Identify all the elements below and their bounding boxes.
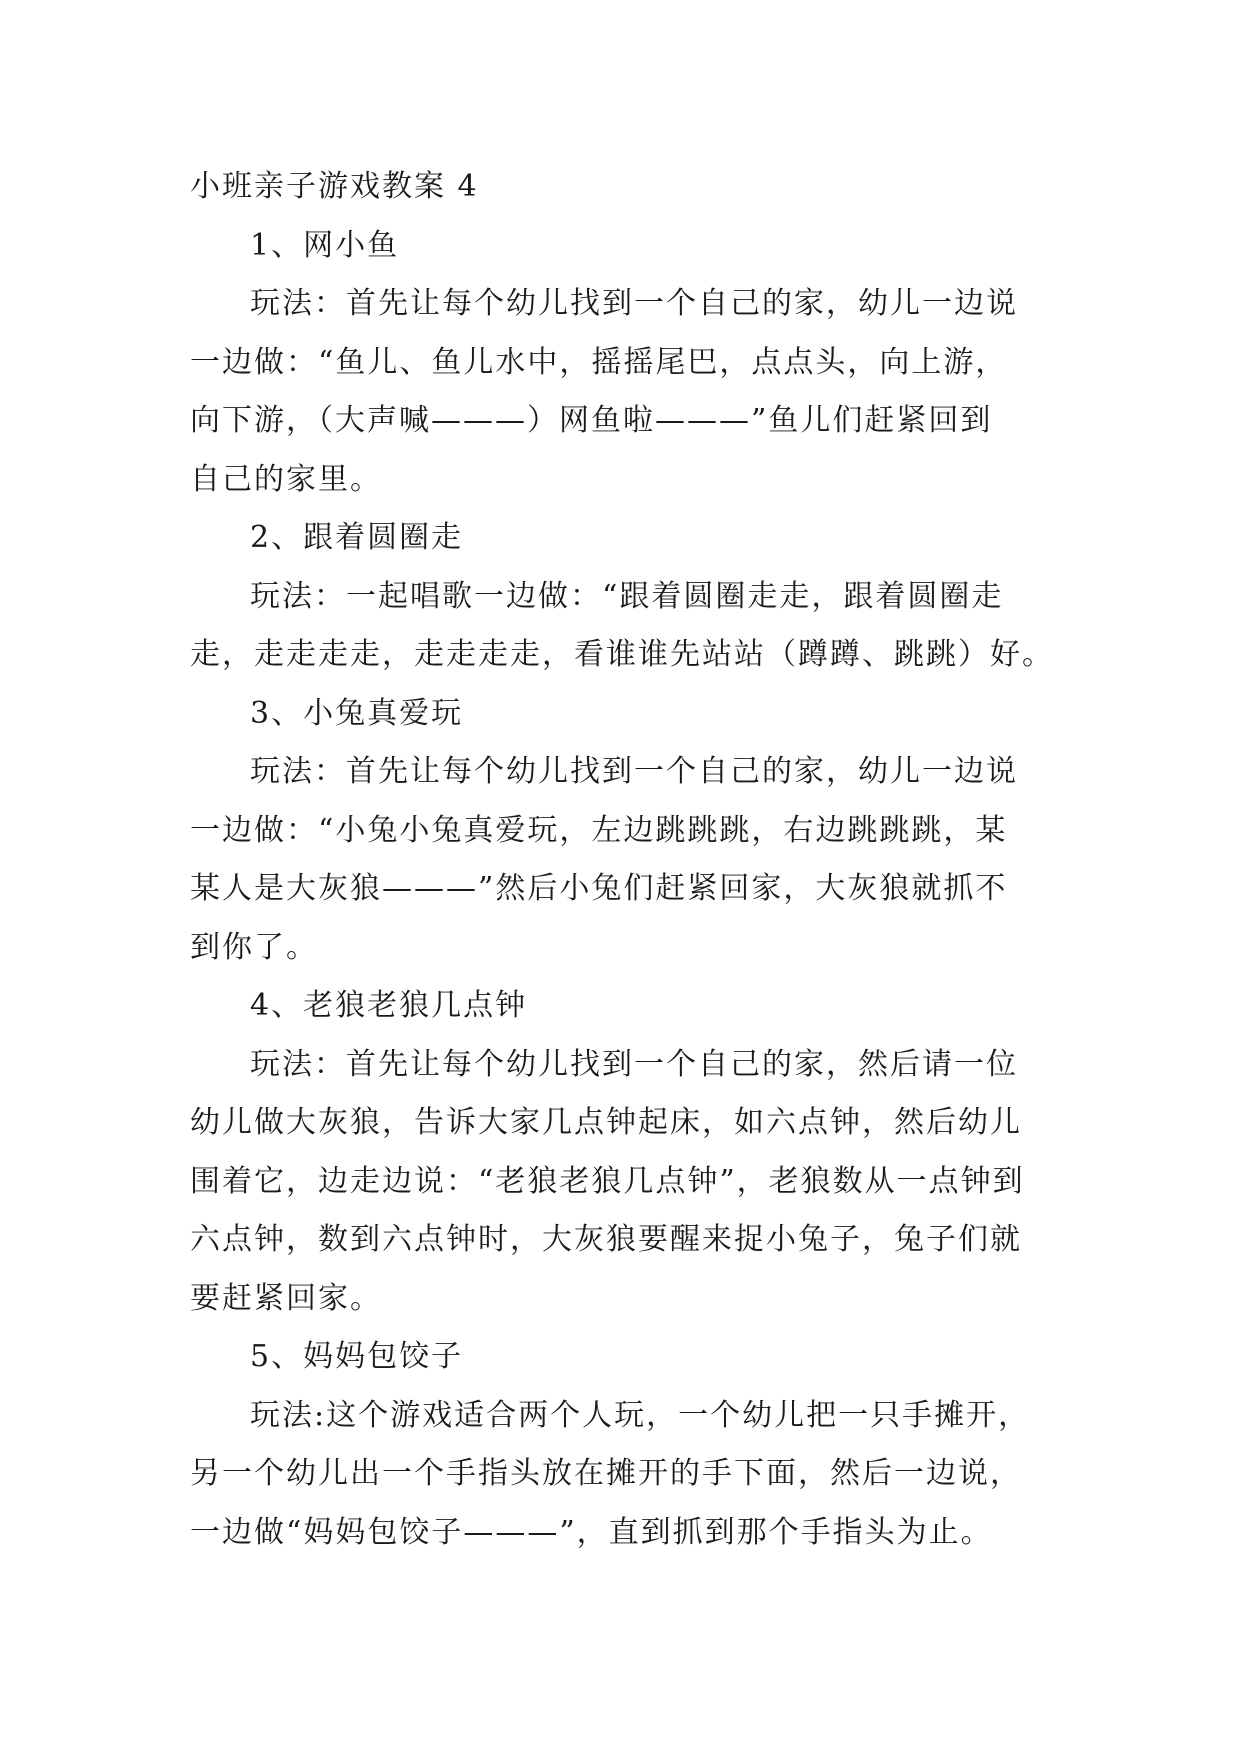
text-line: 一边做“妈妈包饺子———”，直到抓到那个手指头为止。 — [190, 1514, 993, 1550]
text-line: 1、网小鱼 — [250, 227, 400, 263]
text-line: 自己的家里。 — [190, 461, 382, 497]
text-line: 六点钟，数到六点钟时，大灰狼要醒来捉小兔子，兔子们就 — [190, 1222, 1022, 1257]
text-line: 4、老狼老狼几点钟 — [250, 988, 528, 1023]
text-line: 一边做：“小兔小兔真爱玩，左边跳跳跳，右边跳跳跳，某 — [190, 812, 1008, 848]
text-line: 玩法：首先让每个幼儿找到一个自己的家，幼儿一边说 — [250, 286, 1018, 321]
text-line: 5、妈妈包饺子 — [250, 1339, 464, 1374]
document-title: 小班亲子游戏教案 4 — [190, 169, 479, 204]
text-line: 2、跟着圆圈走 — [250, 520, 464, 555]
text-line: 围着它，边走边说：“老狼老狼几点钟”，老狼数从一点钟到 — [190, 1163, 1025, 1199]
text-line: 向下游，（大声喊———）网鱼啦———”鱼儿们赶紧回到 — [190, 403, 993, 438]
text-line: 玩法：一起唱歌一边做：“跟着圆圈走走，跟着圆圈走 — [250, 578, 1004, 614]
text-line: 幼儿做大灰狼，告诉大家几点钟起床，如六点钟，然后幼儿 — [190, 1105, 1022, 1140]
text-line: 另一个幼儿出一个手指头放在摊开的手下面，然后一边说， — [190, 1456, 1022, 1491]
text-line: 走，走走走走，走走走走，看谁谁先站站（蹲蹲、跳跳）好。 — [190, 637, 1054, 672]
text-line: 某人是大灰狼———”然后小兔们赶紧回家，大灰狼就抓不 — [190, 871, 1008, 906]
text-line: 玩法:这个游戏适合两个人玩，一个幼儿把一只手摊开， — [250, 1397, 1031, 1433]
text-line: 玩法：首先让每个幼儿找到一个自己的家，然后请一位 — [250, 1046, 1018, 1082]
text-line: 3、小兔真爱玩 — [250, 695, 464, 731]
document-body — [190, 217, 1055, 1563]
document-page — [190, 158, 1055, 1562]
text-line: 要赶紧回家。 — [190, 1280, 382, 1316]
text-line: 一边做：“鱼儿、鱼儿水中，摇摇尾巴，点点头，向上游， — [190, 344, 1008, 380]
text-line: 玩法：首先让每个幼儿找到一个自己的家，幼儿一边说 — [250, 754, 1018, 789]
text-line: 到你了。 — [190, 929, 318, 965]
